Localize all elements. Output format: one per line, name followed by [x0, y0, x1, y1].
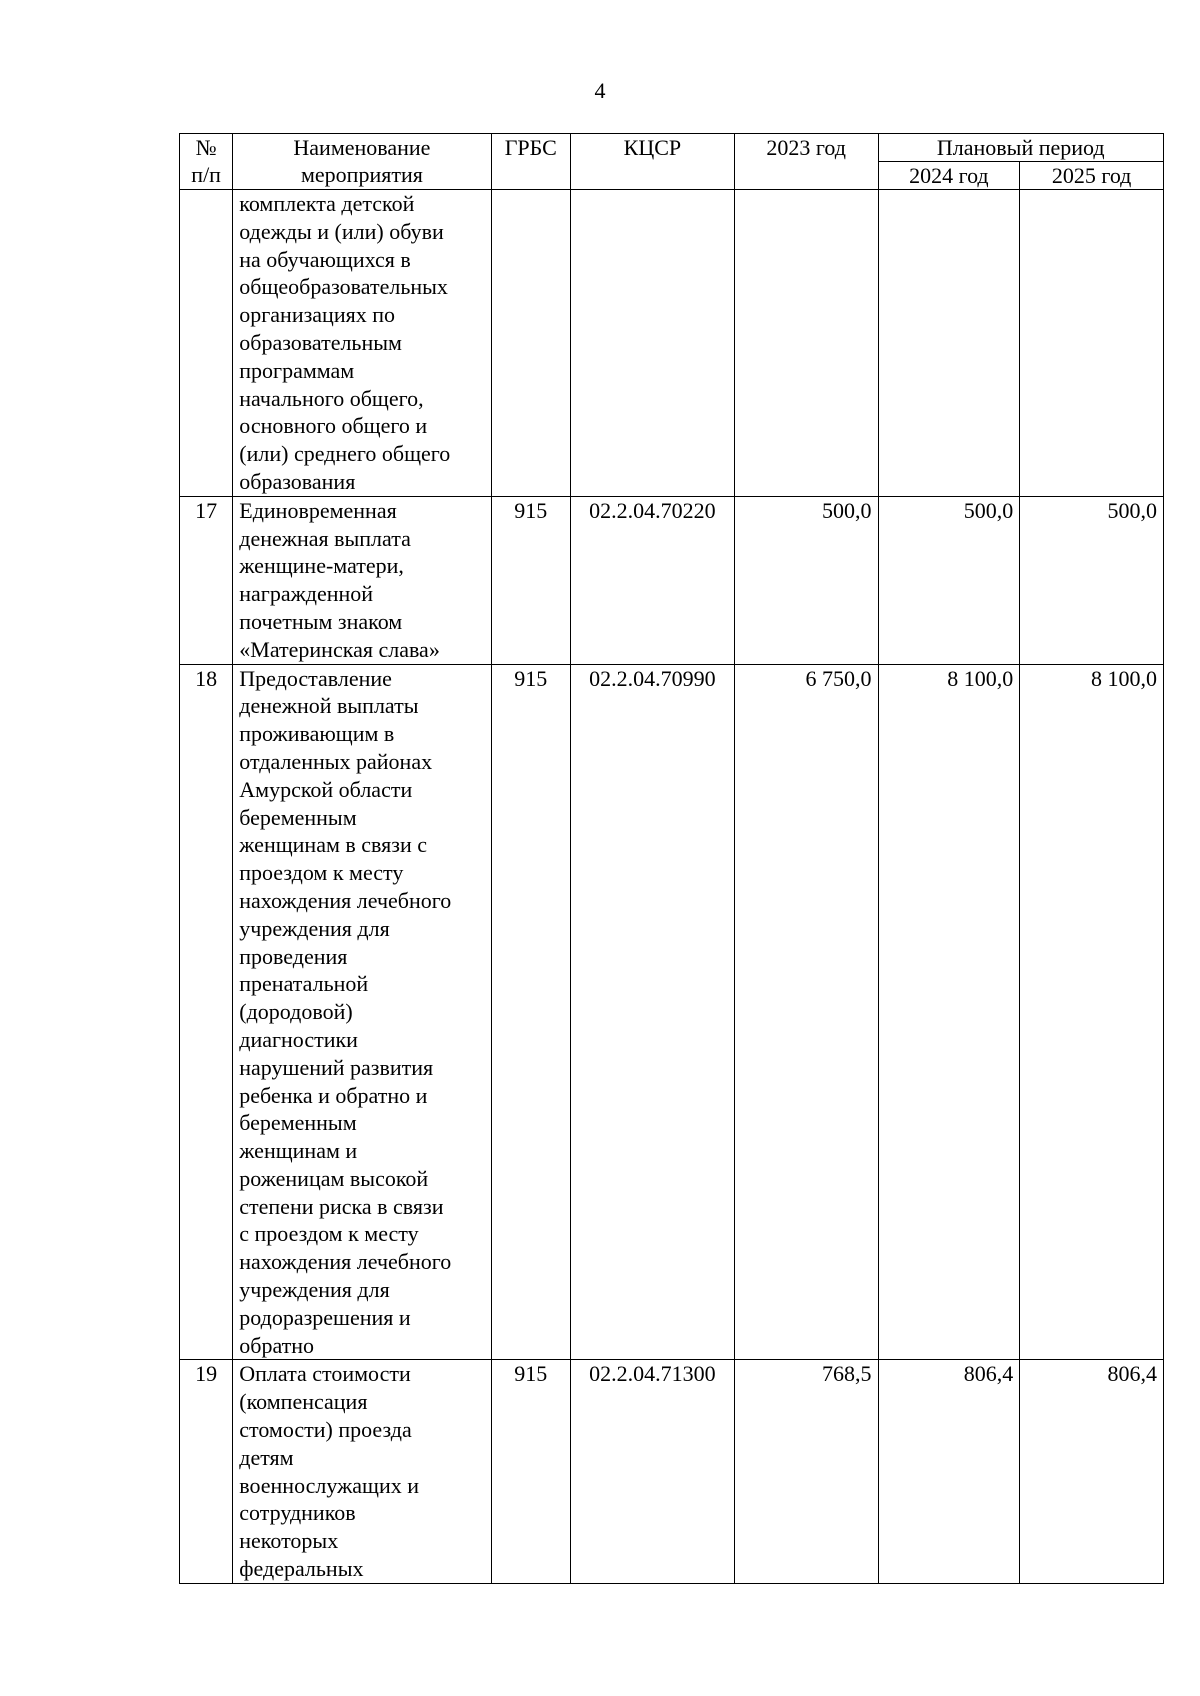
cell-2025: 806,4 — [1020, 1360, 1164, 1583]
cell-kcsr — [570, 190, 734, 497]
description-line: сотрудников — [239, 1500, 356, 1526]
description-line: Единовременная — [239, 497, 397, 523]
description-line: нарушений развития — [239, 1054, 434, 1080]
description-line: одежды и (или) обуви — [239, 218, 444, 244]
cell-2024: 8 100,0 — [878, 664, 1020, 1360]
description-line: начального общего, — [239, 385, 424, 411]
table-body — [180, 190, 1164, 1584]
header-name: Наименование мероприятия — [233, 134, 491, 190]
description-line: денежной выплаты — [239, 693, 419, 719]
cell-num — [180, 190, 233, 497]
description-line: отдаленных районах — [239, 748, 433, 774]
description-line: родоразрешения и — [239, 1304, 411, 1330]
cell-2025: 500,0 — [1020, 496, 1164, 664]
description-line: женщинам в связи с — [239, 832, 427, 858]
cell-grbs: 915 — [491, 664, 570, 1360]
description-line: нахождения лечебного — [239, 887, 452, 913]
description-line: проездом к месту — [239, 860, 404, 886]
description-line: детям — [239, 1444, 294, 1470]
description-line: федеральных — [239, 1556, 364, 1582]
description-line: «Материнская слава» — [239, 636, 440, 662]
description-line: комплекта детской — [239, 191, 415, 216]
description-line: роженицам высокой — [239, 1165, 429, 1191]
cell-2023 — [734, 190, 878, 497]
description-line: беременным — [239, 1110, 357, 1136]
table-row — [180, 1360, 1164, 1583]
description-line: на обучающихся в — [239, 246, 411, 272]
cell-2023: 768,5 — [734, 1360, 878, 1583]
cell-kcsr: 02.2.04.70990 — [570, 664, 734, 1360]
cell-name — [233, 1360, 491, 1583]
description-line: нахождения лечебного — [239, 1249, 452, 1275]
header-kcsr: КЦСР — [570, 134, 734, 190]
cell-grbs: 915 — [491, 496, 570, 664]
description-line: некоторых — [239, 1528, 339, 1554]
cell-kcsr: 02.2.04.71300 — [570, 1360, 734, 1583]
description-line: беременным — [239, 804, 357, 830]
description-line: проведения — [239, 943, 348, 969]
description-line: образования — [239, 468, 356, 494]
description-line: учреждения для — [239, 1277, 390, 1303]
header-year-2023: 2023 год — [734, 134, 878, 190]
description-line: образовательным — [239, 329, 402, 355]
description-line: стомости) проезда — [239, 1417, 412, 1443]
cell-2024: 500,0 — [878, 496, 1020, 664]
header-grbs: ГРБС — [491, 134, 570, 190]
header-num: № п/п — [180, 134, 233, 190]
description-line: учреждения для — [239, 915, 390, 941]
description-line: степени риска в связи — [239, 1193, 444, 1219]
cell-2025: 8 100,0 — [1020, 664, 1164, 1360]
table-row — [180, 496, 1164, 664]
table-header — [180, 134, 1164, 190]
cell-name — [233, 664, 491, 1360]
description-line: (или) среднего общего — [239, 441, 451, 467]
description-line: почетным знаком — [239, 608, 403, 634]
description-line: общеобразовательных — [239, 274, 448, 300]
description-line: денежная выплата — [239, 525, 411, 551]
description-line: пренатальной — [239, 971, 369, 997]
description-line: с проездом к месту — [239, 1221, 419, 1247]
cell-grbs — [491, 190, 570, 497]
cell-grbs: 915 — [491, 1360, 570, 1583]
cell-num: 19 — [180, 1360, 233, 1583]
header-year-2024: 2024 год — [878, 162, 1020, 190]
description-line: ребенка и обратно и — [239, 1082, 428, 1108]
cell-name — [233, 496, 491, 664]
cell-2025 — [1020, 190, 1164, 497]
table-row — [180, 190, 1164, 497]
description-line: организациях по — [239, 302, 395, 328]
page-number: 4 — [594, 78, 606, 103]
description-line: обратно — [239, 1332, 315, 1358]
table-row — [180, 664, 1164, 1360]
description-line: проживающим в — [239, 721, 395, 747]
cell-2023: 500,0 — [734, 496, 878, 664]
description-line: награжденной — [239, 581, 374, 607]
cell-2024: 806,4 — [878, 1360, 1020, 1583]
description-line: (компенсация — [239, 1389, 368, 1415]
description-line: Оплата стоимости — [239, 1361, 411, 1387]
description-line: женщине-матери, — [239, 553, 404, 579]
description-line: женщинам и — [239, 1138, 358, 1164]
cell-num: 17 — [180, 496, 233, 664]
cell-2023: 6 750,0 — [734, 664, 878, 1360]
header-year-2025: 2025 год — [1020, 162, 1164, 190]
cell-num: 18 — [180, 664, 233, 1360]
description-line: основного общего и — [239, 413, 428, 439]
description-line: Амурской области — [239, 776, 413, 802]
cell-kcsr: 02.2.04.70220 — [570, 496, 734, 664]
budget-table — [179, 133, 1164, 1584]
cell-2024 — [878, 190, 1020, 497]
header-planned-period: Плановый период — [878, 134, 1163, 162]
description-line: (дородовой) — [239, 999, 353, 1025]
description-line: программам — [239, 357, 355, 383]
cell-name — [233, 190, 491, 497]
description-line: военнослужащих и — [239, 1472, 420, 1498]
description-line: Предоставление — [239, 665, 392, 691]
description-line: диагностики — [239, 1026, 358, 1052]
